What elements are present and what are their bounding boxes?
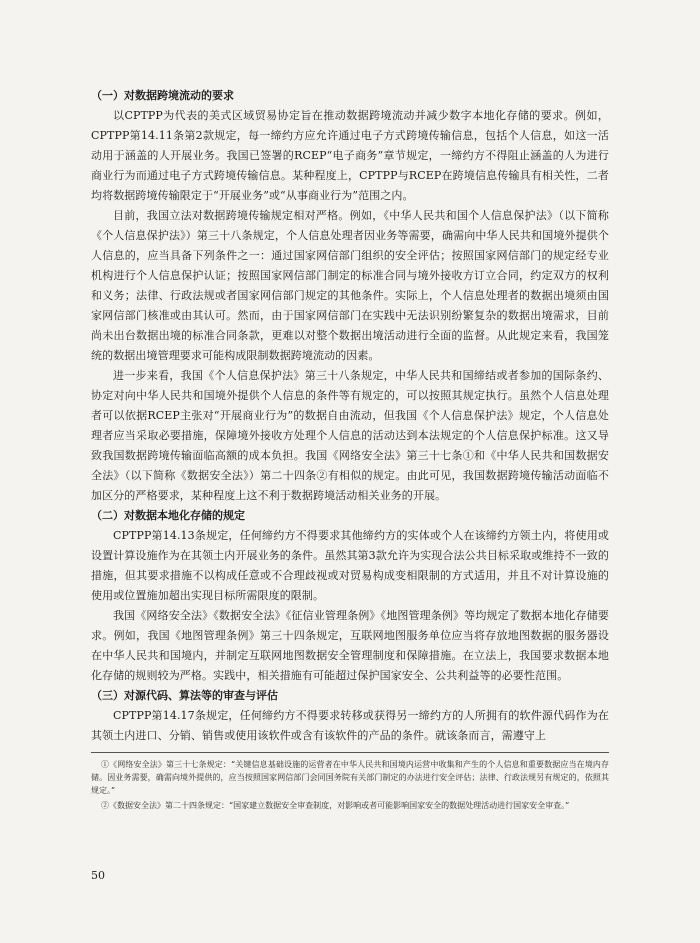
section-3-heading: （三）对源代码、算法等的审查与评估 [91,689,278,702]
section-2-paragraph-2: 我国《网络安全法》《数据安全法》《征信业管理条例》《地图管理条例》等均规定了数据本地化存储要求。例如，我国《地图管理条例》第三十四条规定，互联网地图服务单位应当将存放地图数据的服务器设在中华人民共和国境内，并制定互联网地图数据安全管理制度和保障措施。在立法上，我国要求数据本地化存储的规则较为严格。实践中，相关措施有可能超过保护国家安全、公共利益等的必要性范围。 [91,609,609,682]
section-2-heading: （二）对数据本地化存储的规定 [91,509,245,522]
footnotes [91,752,609,812]
page-number: 50 [91,869,105,882]
section-1-paragraph-2: 目前，我国立法对数据跨境传输规定相对严格。例如，《中华人民共和国个人信息保护法》（以下简称《个人信息保护法》）第三十八条规定，个人信息处理者因业务等需要，确需向中华人民共和国境外提供个人信息的，应当具备下列条件之一：通过国家网信部门组织的安全评估；按照国家网信部门的规定经专业机构进行个人信息保护认证；按照国家网信部门制定的标准合同与境外接收方订立合同，约定双方的权利和义务；法律、行政法规或者国家网信部门规定的其他条件。实际上，个人信息处理者的数据出境须由国家网信部门核准或由其认可。然而，由于国家网信部门在实践中无法识别纷繁复杂的数据出境需求，目前尚未出台数据出境的标准合同条款，更难以对整个数据出境活动进行全面的监督。从此规定来看，我国笼统的数据出境管理要求可能构成限制数据跨境流动的因素。 [91,209,609,362]
section-1-paragraph-1: 以CPTPP为代表的美式区域贸易协定旨在推动数据跨境流动并减少数字本地化存储的要求。例如，CPTPP第14.11条第2款规定，每一缔约方应允许通过电子方式跨境传输信息，包括个人信息，如这一活动用于涵盖的人开展业务。我国已签署的RCEP“电子商务”章节规定，一缔约方不得阻止涵盖的人为进行商业行为而通过电子方式跨境传输信息。某种程度上，CPTPP与RCEP在跨境信息传输具有相关性，二者均将数据跨境传输限定于“开展业务”或“从事商业行为”范围之内。 [91,109,609,202]
footnote-2: ②《数据安全法》第二十四条规定：“国家建立数据安全审查制度，对影响或者可能影响国家安全的数据处理活动进行国家安全审查。” [101,801,570,810]
section-1-paragraph-3: 进一步来看，我国《个人信息保护法》第三十八条规定，中华人民共和国缔结或者参加的国际条约、协定对向中华人民共和国境外提供个人信息的条件等有规定的，可以按照其规定执行。虽然个人信息处理者可以依据RCEP主张对“开展商业行为”的数据自由流动，但我国《个人信息保护法》规定，个人信息处理者应当采取必要措施，保障境外接收方处理个人信息的活动达到本法规定的个人信息保护标准。这又导致我国数据跨境传输面临高额的成本负担。我国《网络安全法》第三十七条①和《中华人民共和国数据安全法》（以下简称《数据安全法》）第二十四条②有相似的规定。由此可见，我国数据跨境传输活动面临不加区分的严格要求，某种程度上这不利于数据跨境活动相关业务的开展。 [91,369,609,502]
section-2-paragraph-1: CPTPP第14.13条规定，任何缔约方不得要求其他缔约方的实体或个人在该缔约方领土内，将使用或设置计算设施作为在其领土内开展业务的条件。虽然其第3款允许为实现合法公共目标采取或维持不一致的措施，但其要求措施不以构成任意或不合理歧视或对贸易构成变相限制的方式适用，并且不对计算设施的使用或位置施加超出实现目标所需限度的限制。 [91,529,609,602]
section-3-paragraph-1: CPTPP第14.17条规定，任何缔约方不得要求转移或获得另一缔约方的人所拥有的软件源代码作为在其领土内进口、分销、销售或使用该软件或含有该软件的产品的条件。就该条而言，需遵守上 [91,709,609,742]
footnote-1: ①《网络安全法》第三十七条规定：“关键信息基础设施的运营者在中华人民共和国境内运营中收集和产生的个人信息和重要数据应当在境内存储。因业务需要，确需向境外提供的，应当按照国家网信部门会同国务院有关部门制定的办法进行安全评估；法律、行政法规另有规定的，依照其规定。” [91,760,609,795]
section-1-heading: （一）对数据跨境流动的要求 [91,89,234,102]
footnote-divider [91,752,609,753]
main-text [91,86,609,814]
